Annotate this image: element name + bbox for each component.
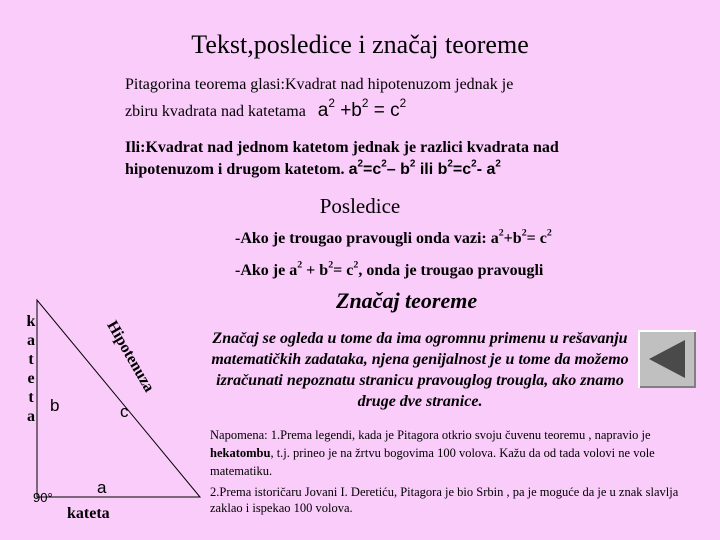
kateta-letter: a [27, 408, 35, 425]
hipotenuza-label: Hipotenuza [103, 318, 158, 396]
c-text: -Ako je trougao pravougli onda vazi: a [235, 230, 499, 247]
back-button[interactable] [638, 330, 696, 388]
znacaj-paragraph: Značaj se ogleda u tome da ima ogromnu primenu u rešavanju matematičkih zadataka, njena genijalnost je u tome da možemo izračunati nepoznatu stranicu pravouglog trougla, ako znamo druge dve stranice. [211, 330, 629, 410]
sup: 2 [546, 227, 552, 239]
kateta-vertical-label [24, 312, 38, 426]
sup: 2 [498, 227, 504, 239]
sup: 2 [409, 158, 416, 170]
alternative-line-1: Ili:Kvadrat nad jednom katetom jednak je razlici kvadrata nad [125, 139, 559, 156]
sup: 2 [328, 259, 334, 271]
formula-c: = c [368, 100, 400, 121]
kateta-letter: t [28, 389, 34, 406]
sup: 2 [297, 259, 303, 271]
c-text: + b [302, 262, 329, 279]
f: a [348, 161, 358, 178]
note-2: 2.Prema istoričaru Jovani I. Deretiću, Pitagora je bio Srbin , pa je moguće da je u znak slavlja zaklao i ispekao 100 volova. [210, 485, 679, 515]
kateta-letter: e [27, 370, 35, 387]
sup: 2 [357, 158, 363, 170]
side-b-label: b [50, 396, 60, 415]
f: – b [386, 161, 410, 178]
f: =c [362, 161, 382, 178]
alternative-text-2: hipotenuzom i drugom katetom. [125, 161, 345, 178]
sup: 2 [521, 227, 527, 239]
sup: 2 [471, 158, 477, 170]
note-text: , t.j. prineo je na žrtvu bogovima 100 volova. Kažu da od tada volovi ne vole matematiku. [210, 446, 655, 478]
kateta-letter: t [28, 351, 34, 368]
sup: 2 [495, 158, 501, 170]
c-text: -Ako je a [235, 262, 298, 279]
triangle-left-icon [638, 330, 696, 388]
formula-b: +b [334, 100, 362, 121]
side-c-label: c [120, 402, 129, 421]
f: =c [452, 161, 472, 178]
sup: 2 [399, 97, 407, 111]
f: ili [415, 161, 438, 178]
c-text: +b [503, 230, 522, 247]
f: b [437, 161, 448, 178]
f: - a [476, 161, 496, 178]
theorem-text-2: zbiru kvadrata nad katetama [125, 103, 306, 120]
right-angle-label: 90° [33, 490, 53, 505]
c-text: = c [333, 262, 354, 279]
kateta-bottom-label: kateta [67, 505, 110, 522]
theorem-text-1: Pitagorina teorema glasi:Kvadrat nad hipotenuzom jednak je [125, 76, 514, 93]
section-title-znacaj: Značaj teoreme [336, 288, 478, 313]
sup: 2 [381, 158, 387, 170]
slide-title: Tekst,posledice i značaj teoreme [191, 30, 529, 59]
kateta-letter: a [27, 332, 35, 349]
c-text: = c [526, 230, 547, 247]
kateta-letter: k [26, 313, 36, 330]
note-bold: hekatombu [210, 446, 271, 460]
section-title-posledice: Posledice [319, 194, 401, 218]
sup: 2 [353, 259, 359, 271]
c-text: , onda je trougao pravougli [358, 262, 544, 279]
side-a-label: a [97, 478, 107, 497]
sup: 2 [447, 158, 453, 170]
sup: 2 [361, 97, 369, 111]
sup: 2 [328, 97, 335, 111]
note-text: Napomena: 1.Prema legendi, kada je Pitagora otkrio svoju čuvenu teoremu , napravio je [210, 428, 651, 442]
formula-a: a [317, 100, 329, 121]
